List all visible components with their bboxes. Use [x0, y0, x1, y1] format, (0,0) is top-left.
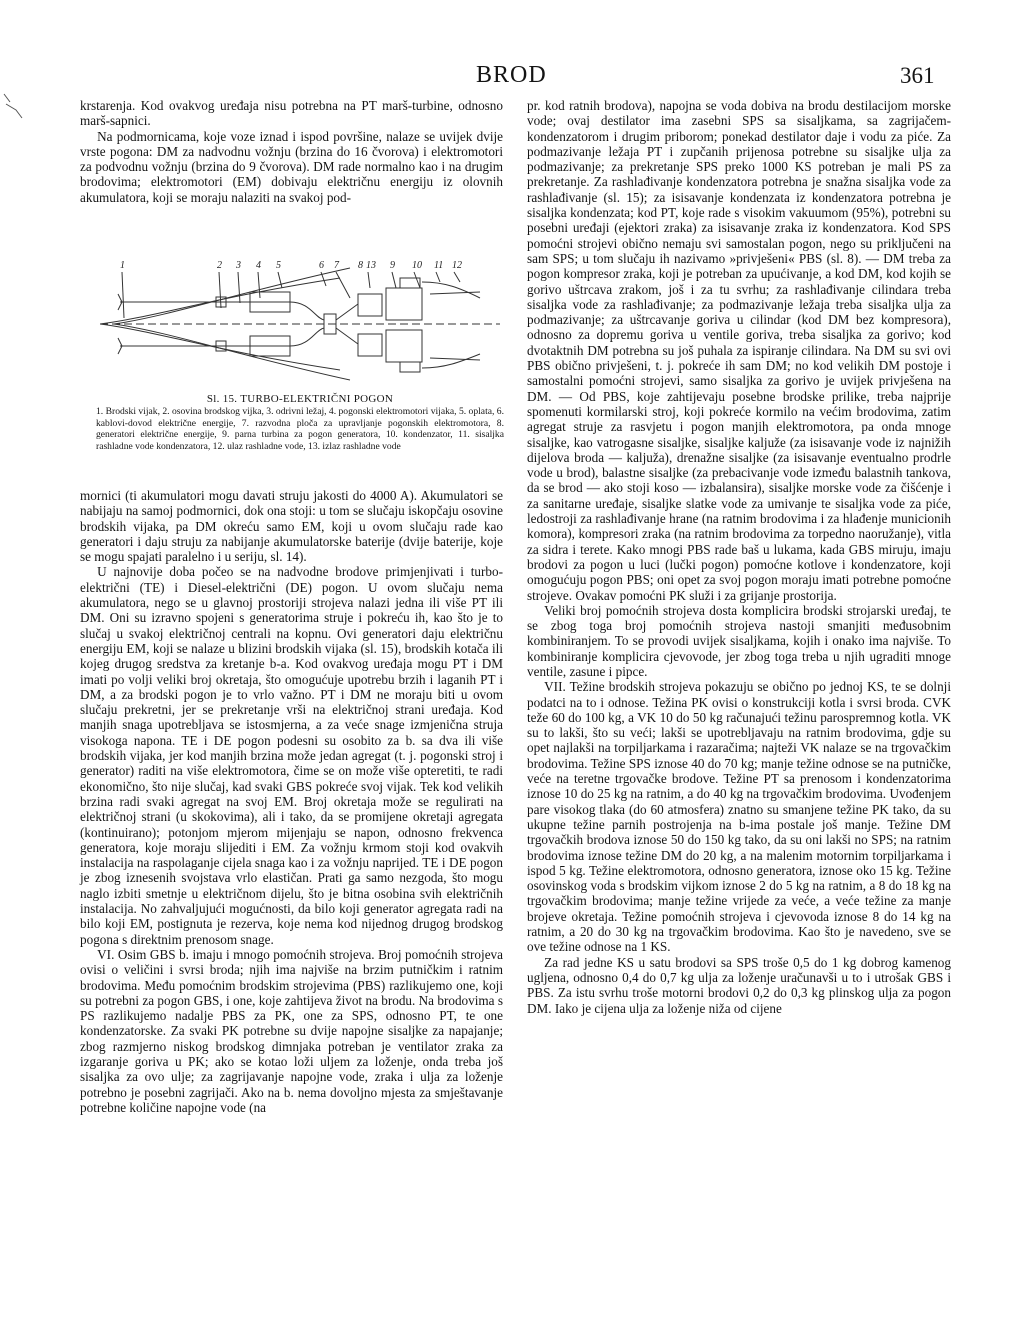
figure-turbo-electric-drive	[100, 258, 500, 388]
fig-number: 7	[334, 260, 339, 271]
left-column-bottom	[80, 488, 503, 1115]
paragraph: krstarenja. Kod ovakvog uređaja nisu potrebna na PT marš-turbine, odnosno marš-sapnici.	[80, 98, 503, 129]
fig-number: 10	[412, 260, 422, 271]
paragraph: mornici (ti akumulatori mogu davati struju jakosti do 4000 A). Akumulatori se nabijaju na samoj podmornici, dok ona stoji: u tom se slučaju iskopčaju osovine brodskih vijaka, pa DM okreću samo EM, koji u ovom slučaju rade kao generatori i daju struju za nabijanje akumulatorske baterije (dvije baterije, koje se mogu spajati paralelno i u seriju, sl. 14).	[80, 488, 503, 565]
fig-number: 2	[217, 260, 222, 271]
paragraph: U najnovije doba počeo se na nadvodne brodove primjenjivati i turbo-električni (TE) i Diesel-električni (DE) pogon. U ovom slučaju nema akumulatora, nego se u glavnoj prostoriji strojeva nalazi jedna ili više PT ili DM. Oni su izravno spojeni s generatorima struje i pokreću ih, kao što je to slučaj u svakoj električnoj centrali na kopnu. Ovi generatori daju električnu energiju EM, koji se nalaze u blizini brodskih vijaka (sl. 15), brodskih kotača ili kojeg drugog sredstva za kretanje b-a. Kod ovakvog uređaja mogu PT i DM imati po volji veliki broj okretaja, što omogućuje upotrebu brzih i laganih PT i DM, a za brodski pogon je to vrlo važno. PT i DM ne moraju biti u ovom slučaju prekretni, jer se prekretanje vrši na električnoj strani uređaja. Kod manjih snaga upotrebljava se istosmjerna, a za veće snage izmjenična struja visokoga napona. TE i DE pogon podesni su osobito za b. sa dva ili više brodskih vijaka, jer kod manjih brzina može jedan agregat (t. j. pogonski stroj i generator) raditi na više elektromotora, čime se on može više opteretiti, te radi ekonomično, što nije slučaj, kad svaki GBS pokreće svoj vijak. Tek kod velikih brzina radi svaki agregat na svoj EM. Broj okretaja može se regulirati na električnoj strani (u skokovima), ali i tako, da se promijene okretaji agregata (kontinuirano); potonjom mjerom mijenjaju se napon, odnosno frekvencа generatora, koje moraju slijediti i EM. Za vožnju krmom stoji kod ovakvih instalacija na raspolaganje cijela snaga kao i za vožnju naprijed. TE i DE pogon je zbog iznesenih svojstava vrlo elastičan. Prati ga samo nezgoda, što mogu naglo izbiti smetnje u električnom dijelu, što je bitna osobina svih električnih instalacija. No zahvaljujući mogućnosti, da bilo koji generator agregata radi na bilo koji EM, postignuta je rezerva, koje nema kod nijednog drugog brodskog pogona s direktnim prenosom snage.	[80, 564, 503, 947]
left-column-top	[80, 98, 503, 205]
fig-number: 3	[236, 260, 241, 271]
fig-number: 13	[366, 260, 376, 271]
fig-number: 11	[434, 260, 444, 271]
paragraph: Za rad jedne KS u satu brodovi sa SPS troše 0,5 do 1 kg dobrog kamenog ugljena, odnosno 0,4 do 0,7 kg ulja za loženje uračunavši u to i utrošak GBS i PBS. Za istu svrhu troše motorni brodovi 0,2 do 0,3 kg plinskog ulja za pogon DM. Iako je cijena ulja za loženje niža od cijene	[527, 954, 951, 1016]
paragraph: Na podmornicama, koje voze iznad i ispod površine, nalaze se uvijek dvije vrste pogona: DM za nadvodnu vožnju (brzina do 16 čvorova) i elektromotori za podvodnu vožnju (brzina do 9 čvorova). DM rade normalno kao i na drugim brodovima; elektromotori (EM) dobivaju električnu energiju iz olovnih akumulatora, koji se moraju nalaziti na svakoj pod-	[80, 128, 503, 205]
figure-title: Sl. 15. TURBO-ELEKTRIČNI POGON	[206, 393, 394, 405]
margin-mark	[2, 92, 24, 120]
paragraph: Veliki broj pomoćnih strojeva dosta komplicira brodski strojarski uređaj, te se zbog toga broj pomoćnih strojeva nastoji smanjiti međusobnim kombiniranjem. To se provodi uvijek sisaljkama, kojih i onako ima najviše. To kombiniranje komplicira cjevovode, jer zbog toga treba u njih ugraditi mnoge ventile, zasune i pipce.	[527, 602, 951, 679]
fig-number: 4	[256, 260, 261, 271]
figure-diagram	[100, 258, 500, 388]
fig-number: 1	[120, 260, 125, 271]
paragraph: VII. Težine brodskih strojeva pokazuju se obično po jednoj KS, te se dolnji podatci na to i odnose. Težina PK ovisi o konstrukciji kotla i svrsi broda. CVK teže 60 do 100 kg, a VK 10 do 50 kg računajući težinu parospremnog kotla. VK su to lakši, što su veći; lakši se upotrebljavaju na ratnim brodovima, gdje su opet najlakši na torpiljarkama i razaračima; najteži VK nalaze se na trgovačkim brodovima. Težine SPS iznose 40 do 70 kg; manje težine odnose se na putničke, veće na teretne trgovačke brodove. Težine PT sa prenosom i kondenzatorima iznose 10 do 25 kg na ratnim, a do 40 kg na trgovačkim brodovima. Uvođenjem pare visokog tlaka (do 60 atmosfera) znatno su smanjene težine PK tako, da su ukupne težine parnih postrojenja na b-ima postale još manje. Težine DM trgovačkih brodova iznose 50 do 150 kg tako, da su oni lakši no SPS; na ratnim brodovima iznose težine DM do 20 kg, a na malenim motornim torpiljarkama i ispod 5 kg. Težine elektromotora, odnosno generatora, iznose oko 15 kg. Težine osovinskog voda s brodskim vijkom iznose 2 do 5 kg na ratnim, a 8 do 18 kg na trgovačkim brodovima; manje težine vrijede za veće, a veće težine za manje brojeve okretaja. Težine pomoćnih strojeva i cjevovoda iznose 8 do 14 kg na ratnim, a 20 do 30 kg na trgovačkim brodovima. Kao što je navedeno, sve se ove težine odnose na 1 KS.	[527, 679, 951, 955]
paragraph: pr. kod ratnih brodova), napojna se voda dobiva na brodu destilacijom morske vode; ovaj destilator ima zasebni SPS sa sisaljkama, sa zagrijačem-kondenzatorom i drugim priborom; ponekad destilator daje i vodu za piće. Za podmazivanje ležaja PT i zupčanih prijenosa potrebne su sisaljke ulja za podmazivanje; za prekretanje SPS preko 1000 KS potreban je mali PS za prekretanje. Za rashlađivanje kondenzatora potrebna je snažna sisaljka vode za rashlađivanje (sl. 15); za isisavanje kondenzata iz kondenzatora potrebna je sisaljka kondenzata; kod PT, koje rade s visokim vakuumom (95%), potrebni su posebni uređaji (ejektori zraka) za isisavanje zraka iz kondenzatora. Kod SPS pomoćni strojevi obično nemaju svi samostalan pogon, nego su priključeni na sam SPS; u tom slučaju ih nazivamo »privješeni« PBS (sl. 8). — DM treba za pogon kompresor zraka, koji je potreban za upućivanje, a kod DM, kod kojih se gorivo uštrcava zrakom, još i za tu svrhu; za rashlađivanje cilindara treba sisaljka vode za rashlađivanje; za podmazivanje ležaja treba sisaljka ulja za podmazivanje; za uštrcavanje goriva u cilindar (kod DM bez kompresora), odnosno za dopremu goriva u ventile goriva, treba sisaljka za gorivo; kod dvotaktnih DM potrebna su još puhala za ispiranje cilindara. Na DM su svi ovi PBS obično privješeni, t. j. pokreće ih sam DM; no kod velikih DM postoje i samostalni pomoćni strojevi, samo sisaljka za gorivo je uvijek privješena na DM. — Od PBS, koje zahtijevaju posebne brodske prilike, treba najprije spomenuti kormilarski stroj, koji pokreće kormilo na većim brodovima, zatim agregat struje za rasvjetu i pogon manjih elektromotora, pa onda mnoge sisaljke, kao vatrogasne sisaljke, sisaljke kaljuže (za isisavanje vode iz najnižih dijelova broda — kaljuža), drenažne sisaljke (za isisavanje eventualno prodrle vode u brod), balastne sisaljke (za prebacivanje vode između balastnih tankova, da se brod — ako stoji koso — izbalansira), sisaljke morske vode za čišćenje i za sanitarne uređaje, sisaljke slatke vode za umivanje te sisaljka vode za piće, ledostroji za rashlađivanje hrane (na ratnim brodovima i za hlađenje municionih komora), kompresori zraka (na ratnim brodovima za torpedno naoružanje), vitla za sidra i terete. Kako mnogi PBS rade baš u lukama, kada GBS miruju, imaju brodovi za pogon u luci (lučki pogon) pomoćne kotlove i kondenzatore, koji omogućuju pogon PBS; oni opet za svoj pogon moraju imati potrebne pomoćne strojeve. Ovakav pomoćni PK služi i za grijanje prostorija.	[527, 98, 951, 603]
figure-caption	[96, 394, 504, 452]
fig-number: 12	[452, 260, 462, 271]
fig-number: 8	[358, 260, 363, 271]
page-header-title: BROD	[476, 62, 547, 88]
figure-legend: 1. Brodski vijak, 2. osovina brodskog vijka, 3. odrivni ležaj, 4. pogonski elektromotori vijaka, 5. oplata, 6. kablovi-dovod električne energije, 7. razvodna ploča za upravljanje pogonskih elektromotora, 8. generatori električne energije, 9. parna turbina za pogon generatora, 10. kondenzator, 11. sisaljka rashladne vode kondenzatora, 12. ulaz rashladne vode, 13. izlaz rashladne vode	[96, 406, 504, 452]
right-column	[527, 98, 951, 1016]
fig-number: 5	[276, 260, 281, 271]
paragraph: VI. Osim GBS b. imaju i mnogo pomoćnih strojeva. Broj pomoćnih strojeva ovisi o veličini i svrsi broda; njih ima najviše na brzim putničkim i ratnim brodovima. Među pomoćnim brodskim strojevima (PBS) razlikujemo one, koji su potrebni za pogon GBS, i one, koje zahtijeva život na brodu. Na brodovima s PS razlikujemo nadalje PBS za PK, one za SPS, odnosno PT, te one kondenzatorske. Za svaki PK potrebne su dvije napojne sisaljke za napajanje; zbog razmjerno niskog brodskog dimnjaka potreban je ventilator zraka za izgaranje goriva u PK; ako se kotao loži uljem za loženje, onda treba još sisaljka za ovo ulje; za zagrijavanje napojne vode, zraka i ulja za loženje potrebno je posebni zagrijači. Ako na b. nema dovoljno mjesta za smještavanje potrebne količine napojne vode (na	[80, 946, 503, 1115]
fig-number: 6	[319, 260, 324, 271]
fig-number: 9	[390, 260, 395, 271]
page-number: 361	[900, 63, 935, 88]
